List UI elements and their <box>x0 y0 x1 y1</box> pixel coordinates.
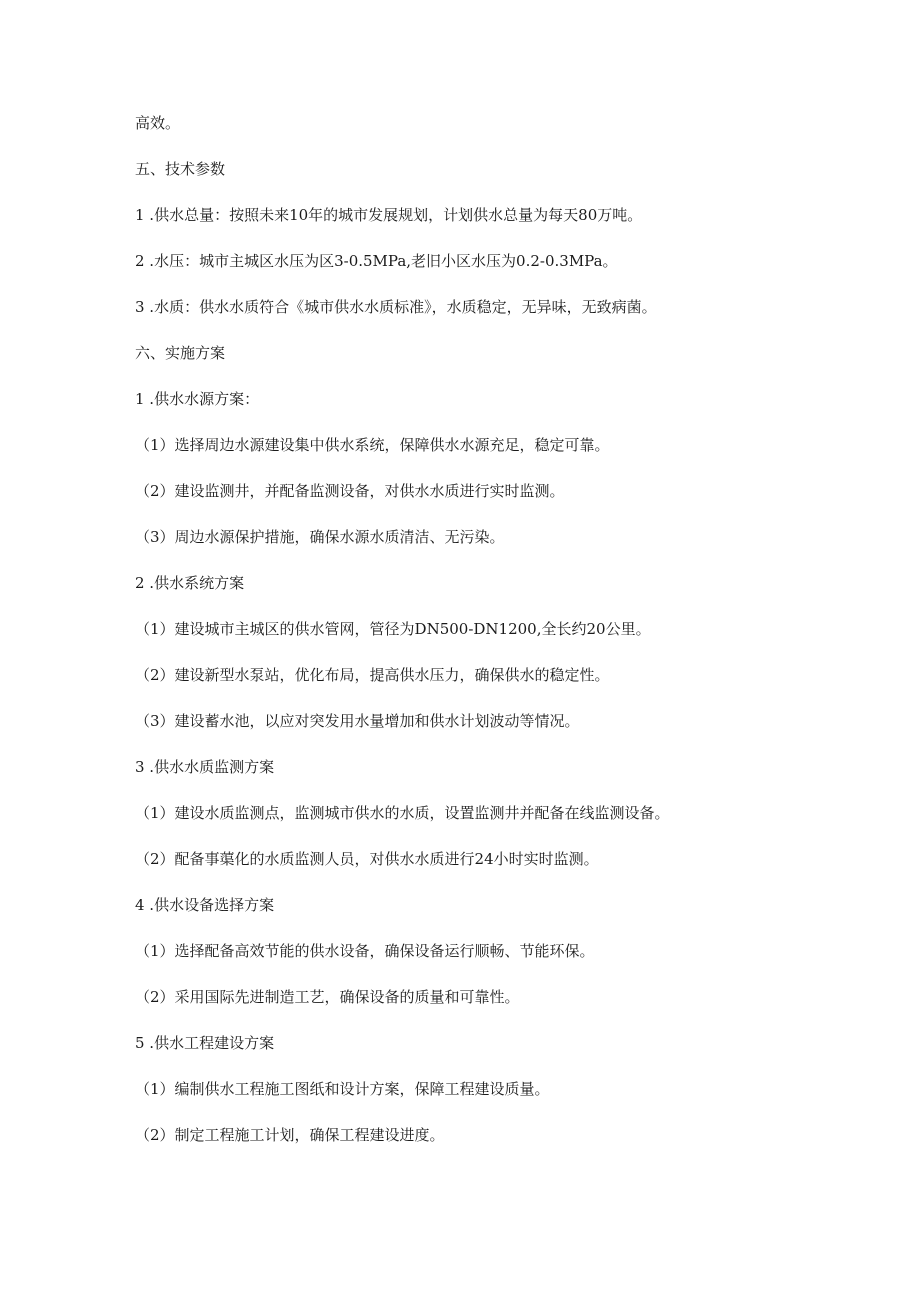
list-item: （2）制定工程施工计划，确保工程建设进度。 <box>135 1126 445 1144</box>
list-item: （3）建设蓄水池，以应对突发用水量增加和供水计划波动等情况。 <box>135 712 580 730</box>
list-item: 3 .水质：供水水质符合《城市供水水质标准》，水质稳定，无异味，无致病菌。 <box>135 298 657 316</box>
section-heading-tech-params: 五、技术参数 <box>135 160 226 178</box>
list-item: （2）采用国际先进制造工艺，确保设备的质量和可靠性。 <box>135 988 520 1006</box>
list-item: （2）配备事蕖化的水质监测人员，对供水水质进行24小时实时监测。 <box>135 850 599 868</box>
subsection-heading: 2 .供水系统方案 <box>135 574 245 592</box>
list-item: （1）建设水质监测点，监测城市供水的水质，设置监测井并配备在线监测设备。 <box>135 804 670 822</box>
list-item: （1）选择周边水源建设集中供水系统，保障供水水源充足，稳定可靠。 <box>135 436 610 454</box>
subsection-heading: 3 .供水水质监测方案 <box>135 758 275 776</box>
list-item: 2 .水压：城市主城区水压为区3-0.5MPa,老旧小区水压为0.2-0.3MPa。 <box>135 252 618 270</box>
section-heading-implementation: 六、实施方案 <box>135 344 226 362</box>
list-item: （1）建设城市主城区的供水管网，管径为DN500-DN1200,全长约20公里。 <box>135 620 651 638</box>
list-item: （3）周边水源保护措施，确保水源水质清洁、无污染。 <box>135 528 505 546</box>
list-item: （2）建设新型水泵站，优化布局，提高供水压力，确保供水的稳定性。 <box>135 666 610 684</box>
subsection-heading: 5 .供水工程建设方案 <box>135 1034 275 1052</box>
list-item: （1）选择配备高效节能的供水设备，确保设备运行顺畅、节能环保。 <box>135 942 595 960</box>
paragraph-continuation: 高效。 <box>135 114 181 132</box>
subsection-heading: 4 .供水设备选择方案 <box>135 896 275 914</box>
list-item: 1 .供水总量：按照未来10年的城市发展规划，计划供水总量为每天80万吨。 <box>135 206 643 224</box>
list-item: （1）编制供水工程施工图纸和设计方案，保障工程建设质量。 <box>135 1080 550 1098</box>
subsection-heading: 1 .供水水源方案： <box>135 390 260 408</box>
list-item: （2）建设监测井，并配备监测设备，对供水水质进行实时监测。 <box>135 482 565 500</box>
